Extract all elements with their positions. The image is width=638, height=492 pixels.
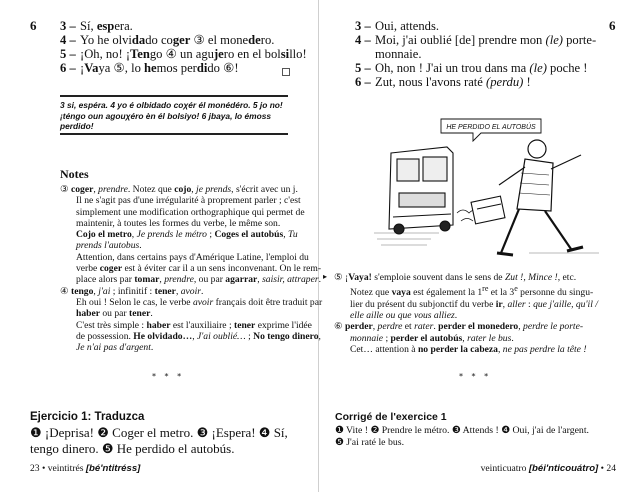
line-number: 3 – bbox=[355, 19, 371, 33]
note-line: place alors par tomar, prendre, ou par agarrar, saisir, attraper. bbox=[76, 274, 321, 286]
note-line: simplement une modification orthographique qui permet de bbox=[76, 206, 305, 218]
line-text: Yo he olvidado coger ③ el monedero. bbox=[80, 33, 275, 47]
note-line: monnaie ; perder el autobús, rater le bus. bbox=[350, 332, 514, 344]
pronunciation-top-rule bbox=[60, 95, 288, 97]
lesson-number: 6 bbox=[30, 18, 37, 33]
line-text: Zut, nous l'avons raté (perdu) ! bbox=[375, 75, 531, 89]
note-line: Cet… attention à no perder la cabeza, ne pas perdre la tête ! bbox=[350, 343, 587, 355]
pronunciation-block: 3 si, espéra. 4 yo é olbidado coχér él monédéro. 5 jo no! ¡téngo oun agouχéro èn él bolsiyo! 6 jbaya, lo émoss perdido! bbox=[60, 100, 283, 131]
arrow-marker-icon: ▸ bbox=[323, 272, 328, 281]
spanish-dialogue-line bbox=[60, 61, 307, 75]
spanish-dialogue-line bbox=[60, 19, 307, 33]
note-line: Notez que vaya est également la 1re et la 3e personne du singu- bbox=[350, 284, 594, 299]
line-text: Sí, espera. bbox=[80, 19, 133, 33]
notes-left bbox=[60, 184, 322, 353]
note-line: de possession. He olvidado…, J'ai oublié… ; No tengo dinero, bbox=[76, 330, 321, 342]
line-number: 3 – bbox=[60, 19, 76, 33]
pronunciation-bottom-rule bbox=[60, 133, 288, 135]
caption-bubble bbox=[441, 119, 541, 141]
left-footer: 23 • veintitrés [bé'ntitréss] bbox=[30, 463, 141, 474]
line-text: Moi, j'ai oublié [de] prendre mon (le) porte- bbox=[375, 33, 597, 47]
right-footer: veinticuatro [béi'nticouátro] • 24 bbox=[480, 463, 616, 474]
corrige-line: ❶ Vite ! ❷ Prendre le métro. ❸ Attends ! ❹ Oui, j'ai de l'argent. bbox=[335, 425, 590, 436]
note-line: Cojo el metro, Je prends le métro ; Coges el autobús, Tu bbox=[76, 229, 298, 241]
section-separator-right: * * * bbox=[459, 372, 492, 381]
french-dialogue-line bbox=[355, 61, 596, 75]
section-separator: * * * bbox=[152, 372, 185, 381]
note-line: C'est très simple : haber est l'auxiliaire ; tener exprime l'idée bbox=[76, 319, 312, 331]
right-page bbox=[319, 0, 638, 492]
french-dialogue-line bbox=[355, 75, 596, 89]
note-line: prends l'autobus. bbox=[76, 240, 142, 252]
exercise-title: Ejercicio 1: Traduzca bbox=[30, 411, 145, 423]
note-line: haber ou par tener. bbox=[76, 308, 153, 320]
illustration-caption: HE PERDIDO EL AUTOBÚS bbox=[446, 124, 536, 131]
line-number: 4 – bbox=[355, 33, 371, 47]
spanish-dialogue-line bbox=[60, 33, 307, 47]
line-number: 5 – bbox=[355, 61, 371, 75]
suitcase bbox=[471, 196, 505, 224]
note-line: ⑥ perder, perdre et rater. perder el monedero, perdre le porte- bbox=[334, 321, 584, 333]
french-dialogue-line bbox=[355, 19, 596, 33]
notes-heading: Notes bbox=[60, 167, 89, 181]
spanish-dialogue-line bbox=[60, 47, 307, 61]
note-line: lier du présent du subjonctif du verbe ir, aller : que j'aille, qu'il / bbox=[350, 298, 598, 310]
note-line: Je n'ai pas d'argent. bbox=[76, 342, 154, 354]
note-line: verbe coger est à éviter car il a un sens inconvenant. On le rem- bbox=[76, 263, 322, 275]
corrige-text bbox=[335, 425, 589, 449]
note-line: ④ tengo, j'ai ; infinitif : tener, avoir. bbox=[60, 285, 204, 297]
exercise-text bbox=[30, 425, 288, 456]
note-line: Il ne s'agit pas d'une irrégularité à proprement parler ; c'est bbox=[76, 195, 301, 207]
line-text: ¡Oh, no! ¡Tengo ④ un agujero en el bolsillo! bbox=[80, 47, 307, 61]
notes-right bbox=[334, 272, 598, 355]
note-line: maintenir, à toutes les formes du verbe, le même son. bbox=[76, 217, 281, 229]
note-line: Attention, dans certains pays d'Amérique Latine, l'emploi du bbox=[76, 251, 309, 263]
french-dialogue-line bbox=[355, 33, 596, 47]
spanish-dialogue bbox=[60, 19, 307, 75]
corrige-title: Corrigé de l'exercice 1 bbox=[335, 411, 447, 423]
note-line: ③ coger, prendre. Notez que cojo, je prends, s'écrit avec un j. bbox=[60, 184, 298, 195]
line-text: Oui, attends. bbox=[375, 19, 440, 33]
line-text: ¡Vaya ⑤, lo hemos perdido ⑥! bbox=[80, 61, 239, 75]
corrige-line: ❺ J'ai raté le bus. bbox=[335, 437, 405, 448]
line-number: 4 – bbox=[60, 33, 76, 47]
note-line: Eh oui ! Selon le cas, le verbe avoir français doit être traduit par bbox=[76, 296, 323, 308]
french-dialogue bbox=[355, 19, 596, 89]
note-line: elle aille ou que vous alliez. bbox=[350, 310, 458, 322]
exercise-line: tengo dinero. ❺ He perdido el autobús. bbox=[30, 440, 235, 456]
french-dialogue-line-continuation: monnaie. bbox=[375, 47, 422, 61]
line-number: 6 – bbox=[60, 61, 76, 75]
bus-illustration bbox=[369, 113, 604, 265]
line-number: 5 – bbox=[60, 47, 76, 61]
line-number: 6 – bbox=[355, 75, 371, 89]
running-man bbox=[497, 140, 583, 255]
note-line: ⑤ ¡Vaya! s'emploie souvent dans le sens de Zut !, Mince !, etc. bbox=[334, 272, 577, 283]
lesson-number-right: 6 bbox=[609, 18, 616, 33]
bus-shape bbox=[389, 147, 453, 234]
audio-marker-icon bbox=[282, 68, 290, 76]
exercise-line: ❶ ¡Deprisa! ❷ Coger el metro. ❸ ¡Espera! ❹ Sí, bbox=[30, 425, 288, 440]
line-text: Oh, non ! J'ai un trou dans ma (le) poche ! bbox=[375, 61, 588, 75]
